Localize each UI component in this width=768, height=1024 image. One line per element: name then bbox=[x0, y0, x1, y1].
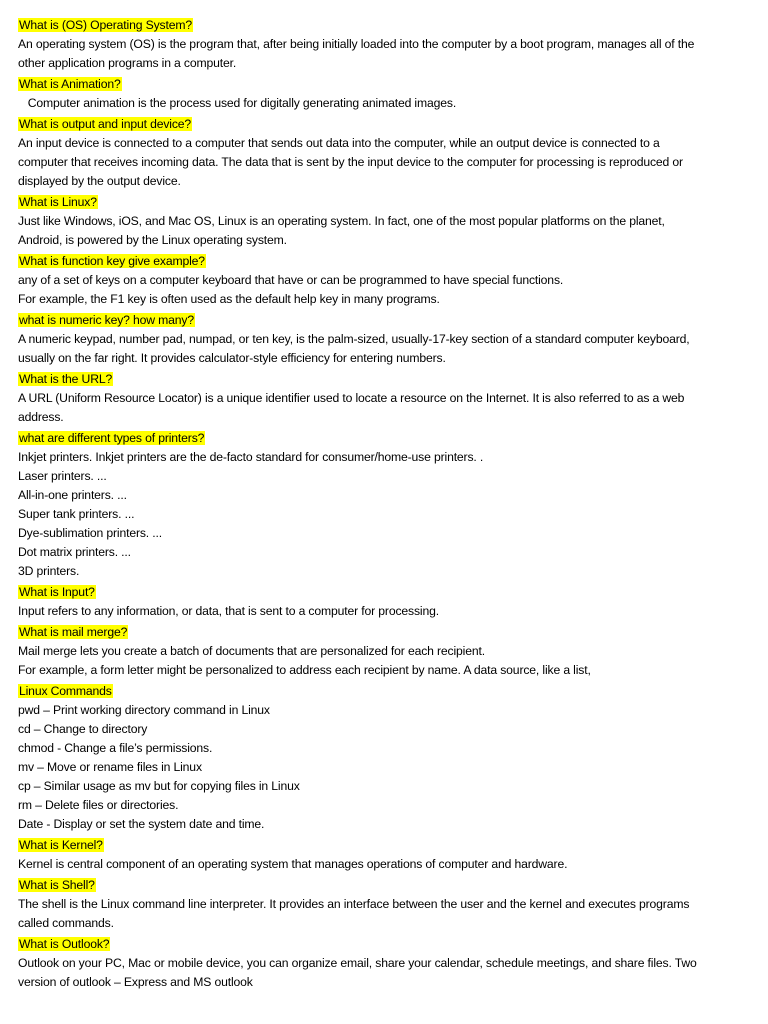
list-item: rm – Delete files or directories. bbox=[18, 798, 179, 812]
answer-example: For example, a form letter might be personalized to address each recipient by name. A data source, like a list, bbox=[18, 663, 591, 677]
answer-text: A numeric keypad, number pad, numpad, or ten key, is the palm-sized, usually-17-key section of a standard computer keyboard, usually on the far right. It provides calculator-style efficiency for entering numbers. bbox=[18, 332, 693, 365]
question-heading: What is Linux? bbox=[19, 195, 97, 209]
answer-text: any of a set of keys on a computer keyboard that have or can be programmed to have special functions. bbox=[18, 273, 564, 287]
list-item: 3D printers. bbox=[18, 564, 80, 578]
question-heading: What is function key give example? bbox=[19, 254, 205, 268]
list-item: pwd – Print working directory command in Linux bbox=[18, 703, 270, 717]
answer-text: The shell is the Linux command line interpreter. It provides an interface between the user and the kernel and executes programs called commands. bbox=[18, 897, 693, 930]
question-heading: What is the URL? bbox=[19, 372, 113, 386]
question-heading: what is numeric key? how many? bbox=[19, 313, 195, 327]
answer-text: Mail merge lets you create a batch of documents that are personalized for each recipient. bbox=[18, 644, 485, 658]
list-item: Inkjet printers. Inkjet printers are the de-facto standard for consumer/home-use printers. . bbox=[18, 450, 484, 464]
question-heading: what are different types of printers? bbox=[19, 431, 205, 445]
answer-text: Input refers to any information, or data, that is sent to a computer for processing. bbox=[18, 604, 439, 618]
section-outlook bbox=[18, 934, 708, 992]
question-heading: What is (OS) Operating System? bbox=[19, 18, 192, 32]
question-heading: Linux Commands bbox=[19, 684, 112, 698]
section-url bbox=[18, 369, 708, 427]
list-item: Dye-sublimation printers. ... bbox=[18, 526, 162, 540]
document-body bbox=[18, 15, 708, 993]
answer-text: An operating system (OS) is the program that, after being initially loaded into the computer by a boot program, manages all of the other application programs in a computer. bbox=[18, 37, 698, 70]
section-animation bbox=[18, 74, 708, 113]
answer-text: Just like Windows, iOS, and Mac OS, Linux is an operating system. In fact, one of the most popular platforms on the planet, Android, is powered by the Linux operating system. bbox=[18, 214, 668, 247]
question-heading: What is Kernel? bbox=[19, 838, 103, 852]
section-mail-merge bbox=[18, 622, 708, 680]
list-item: chmod - Change a file’s permissions. bbox=[18, 741, 213, 755]
question-heading: What is mail merge? bbox=[19, 625, 128, 639]
answer-text: Outlook on your PC, Mac or mobile device, you can organize email, share your calendar, schedule meetings, and share files. Two version of outlook – Express and MS outlook bbox=[18, 956, 700, 989]
answer-text: An input device is connected to a computer that sends out data into the computer, while an output device is connected to a computer that receives incoming data. The data that is sent by the input device to the computer for processing is reproduced or displayed by the output device. bbox=[18, 136, 687, 188]
list-item: All-in-one printers. ... bbox=[18, 488, 127, 502]
question-heading: What is Shell? bbox=[19, 878, 95, 892]
question-heading: What is Input? bbox=[19, 585, 95, 599]
list-item: cd – Change to directory bbox=[18, 722, 148, 736]
section-numeric-key bbox=[18, 310, 708, 368]
section-kernel bbox=[18, 835, 708, 874]
section-printers bbox=[18, 428, 708, 581]
section-os bbox=[18, 15, 708, 73]
answer-example: For example, the F1 key is often used as the default help key in many programs. bbox=[18, 292, 440, 306]
list-item: Super tank printers. ... bbox=[18, 507, 135, 521]
question-heading: What is Outlook? bbox=[19, 937, 110, 951]
list-item: Dot matrix printers. ... bbox=[18, 545, 131, 559]
question-heading: What is Animation? bbox=[19, 77, 121, 91]
answer-text: Kernel is central component of an operating system that manages operations of computer and hardware. bbox=[18, 857, 568, 871]
answer-text: Computer animation is the process used for digitally generating animated images. bbox=[18, 96, 457, 110]
answer-text: A URL (Uniform Resource Locator) is a unique identifier used to locate a resource on the Internet. It is also referred to as a web address. bbox=[18, 391, 688, 424]
list-item: Date - Display or set the system date and time. bbox=[18, 817, 265, 831]
section-shell bbox=[18, 875, 708, 933]
section-input bbox=[18, 582, 708, 621]
list-item: cp – Similar usage as mv but for copying files in Linux bbox=[18, 779, 300, 793]
question-heading: What is output and input device? bbox=[19, 117, 192, 131]
section-function-key bbox=[18, 251, 708, 309]
section-io-device bbox=[18, 114, 708, 191]
section-linux-commands bbox=[18, 681, 708, 834]
list-item: Laser printers. ... bbox=[18, 469, 107, 483]
list-item: mv – Move or rename files in Linux bbox=[18, 760, 202, 774]
section-linux bbox=[18, 192, 708, 250]
